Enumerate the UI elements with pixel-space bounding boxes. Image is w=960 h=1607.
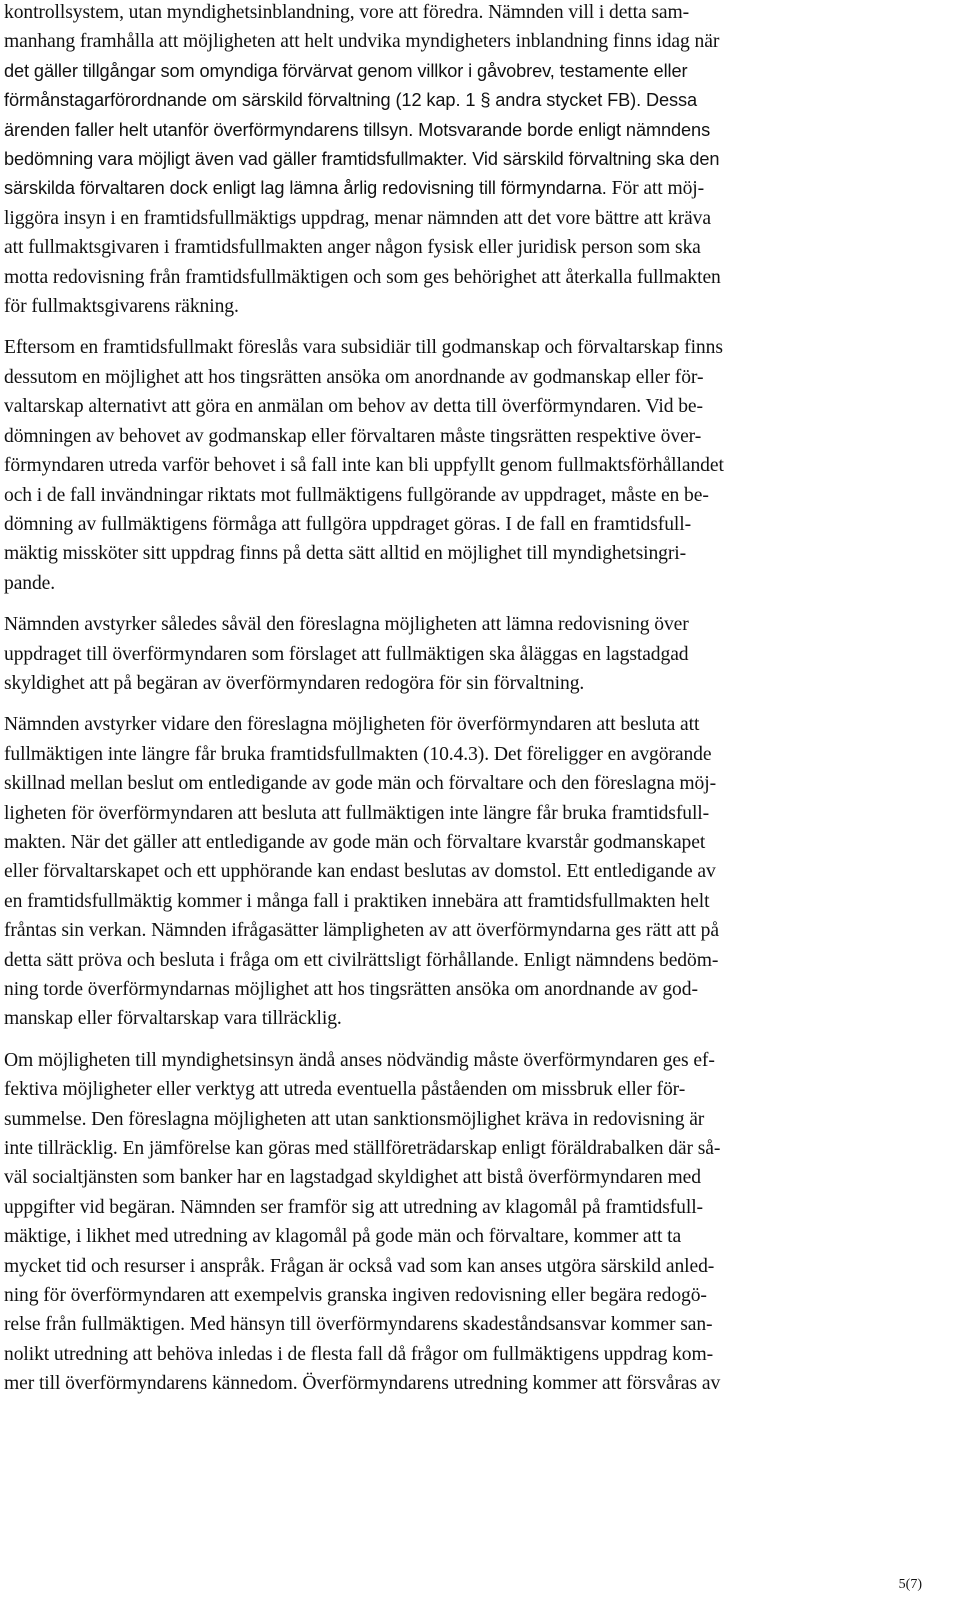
text-line (4, 116, 936, 145)
text-segment: väl socialtjänsten som banker har en lagstadgad skyldighet att bistå överförmyndaren med (4, 1167, 701, 1189)
text-line (4, 57, 936, 86)
text-line (4, 916, 936, 945)
text-line (4, 451, 936, 480)
text-line (4, 1004, 936, 1033)
text-segment: och i de fall invändningar riktats mot fullmäktigens fullgörande av uppdraget, måste en be- (4, 484, 709, 506)
text-line (4, 1075, 936, 1104)
text-segment: skillnad mellan beslut om entledigande av gode män och förvaltare och den föreslagna möj- (4, 773, 717, 795)
text-line (4, 887, 936, 916)
text-line (4, 1340, 936, 1369)
text-line (4, 263, 936, 292)
text-segment: förmånstagarförordnande om särskild förvaltning (12 kap. 1 § andra stycket FB). Dessa (4, 90, 698, 111)
text-line (4, 975, 936, 1004)
text-line (4, 799, 936, 828)
text-segment: motta redovisning från framtidsfullmäktigen och som ges behörighet att återkalla fullmakten (4, 266, 721, 288)
text-segment: skyldighet att på begäran av överförmyndaren redogöra för sin förvaltning. (4, 672, 585, 694)
text-line (4, 669, 936, 698)
text-line (4, 510, 936, 539)
text-segment: Om möjligheten till myndighetsinsyn ändå anses nödvändig måste överförmyndaren ges ef- (4, 1049, 715, 1071)
text-line (4, 1134, 936, 1163)
text-segment: manhang framhålla att möjligheten att helt undvika myndigheters inblandning finns idag när (4, 31, 720, 53)
text-line (4, 86, 936, 115)
text-segment: nolikt utredning att behöva inledas i de flesta fall då frågor om fullmäktigens uppdrag kom- (4, 1343, 714, 1365)
text-line (4, 1163, 936, 1192)
text-segment: dessutom en möjlighet att hos tingsrätten ansöka om anordnande av godmanskap eller för- (4, 366, 704, 388)
text-segment: det gäller tillgångar som omyndiga förvärvat genom villkor i gåvobrev, testamente eller (4, 60, 688, 81)
text-line (4, 769, 936, 798)
text-segment: ning för överförmyndaren att exempelvis granska ingiven redovisning eller begära redogö- (4, 1285, 707, 1307)
paragraph (4, 0, 936, 321)
text-segment: Nämnden avstyrker således såväl den föreslagna möjligheten att lämna redovisning över (4, 614, 689, 636)
text-line (4, 569, 936, 598)
document-body (4, 0, 936, 1411)
text-segment: eller förvaltarskapet och ett upphörande kan endast beslutas av domstol. Ett entledigande av (4, 861, 716, 883)
text-line (4, 1222, 936, 1251)
text-line (4, 640, 936, 669)
text-segment: uppdraget till överförmyndaren som förslaget att fullmäktigen ska åläggas en lagstadgad (4, 643, 689, 665)
text-segment: fullmäktigen inte längre får bruka framtidsfullmakten (10.4.3). Det föreligger en avgörande (4, 743, 712, 765)
text-line (4, 1046, 936, 1075)
text-line (4, 1281, 936, 1310)
text-segment: liggöra insyn i en framtidsfullmäktigs uppdrag, menar nämnden att det vore bättre att kräva (4, 207, 711, 229)
text-line (4, 857, 936, 886)
text-line (4, 174, 936, 203)
text-segment: ärenden faller helt utanför överförmyndarens tillsyn. Motsvarande borde enligt nämndens (4, 119, 711, 140)
text-line (4, 1105, 936, 1134)
text-segment: valtarskap alternativt att göra en anmälan om behov av detta till överförmyndaren. Vid be- (4, 396, 703, 418)
text-segment: summelse. Den föreslagna möjligheten att utan sanktionsmöjlighet kräva in redovisning är (4, 1108, 705, 1130)
text-line (4, 422, 936, 451)
text-segment: relse från fullmäktigen. Med hänsyn till överförmyndarens skadeståndsansvar kommer san- (4, 1314, 713, 1336)
text-segment: dömningen av behovet av godmanskap eller förvaltaren måste tingsrätten respektive över- (4, 425, 702, 447)
text-segment: inte tillräcklig. En jämförelse kan göras med ställföreträdarskap enligt föräldrabalken där så- (4, 1138, 721, 1160)
text-segment: ligheten för överförmyndaren att besluta att fullmäktigen inte längre får bruka framtidsfull- (4, 802, 710, 824)
text-segment: makten. När det gäller att entledigande av gode män och förvaltare kvarstår godmanskapet (4, 831, 706, 853)
text-segment: ning torde överförmyndarnas möjlighet att hos tingsrätten ansöka om anordnande av god- (4, 979, 698, 1000)
text-segment: kontrollsystem, utan myndighetsinblandning, vore att föredra. Nämnden vill i detta sam- (4, 2, 690, 23)
text-segment: mäktige, i likhet med utredning av klagomål på gode män och förvaltare, kommer att ta (4, 1226, 682, 1248)
text-line (4, 204, 936, 233)
text-line (4, 145, 936, 174)
text-line (4, 740, 936, 769)
text-line (4, 1310, 936, 1339)
text-segment: fråntas sin verkan. Nämnden ifrågasätter lämpligheten av att överförmyndarna ges rätt att på (4, 920, 719, 942)
text-line (4, 1193, 936, 1222)
text-segment: För att möj- (611, 178, 705, 200)
text-segment: särskilda förvaltaren dock enligt lag lämna årlig redovisning till förmyndarna. (4, 178, 612, 199)
text-segment: bedömning vara möjligt även vad gäller framtidsfullmakter. Vid särskild förvaltning ska den (4, 149, 720, 170)
paragraph (4, 610, 936, 698)
text-segment: en framtidsfullmäktig kommer i många fall i praktiken innebära att framtidsfullmakten helt (4, 890, 710, 912)
text-line (4, 828, 936, 857)
text-segment: fektiva möjligheter eller verktyg att utreda eventuella påståenden om missbruk eller för- (4, 1079, 686, 1101)
page-number: 5(7) (898, 1577, 922, 1592)
text-segment: mycket tid och resurser i anspråk. Frågan är också vad som kan anses utgöra särskild anled- (4, 1255, 715, 1277)
paragraph (4, 710, 936, 1033)
text-segment: detta sätt pröva och besluta i fråga om ett civilrättsligt förhållande. Enligt nämndens bedöm- (4, 949, 719, 971)
text-line (4, 392, 936, 421)
text-segment: pande. (4, 572, 56, 594)
text-segment: att fullmaktsgivaren i framtidsfullmakten anger någon fysisk eller juridisk person som ska (4, 237, 701, 259)
text-line (4, 539, 936, 568)
paragraph (4, 1046, 936, 1399)
text-line (4, 946, 936, 975)
text-line (4, 1369, 936, 1398)
text-segment: manskap eller förvaltarskap vara tillräcklig. (4, 1008, 342, 1030)
text-line (4, 292, 936, 321)
text-line (4, 710, 936, 739)
text-segment: förmyndaren utreda varför behovet i så fall inte kan bli uppfyllt genom fullmaktsförhållandet (4, 455, 724, 477)
text-segment: för fullmaktsgivarens räkning. (4, 296, 239, 318)
text-line (4, 333, 936, 362)
paragraph (4, 333, 936, 598)
text-line (4, 610, 936, 639)
text-line (4, 1252, 936, 1281)
text-line (4, 233, 936, 262)
text-segment: Nämnden avstyrker vidare den föreslagna möjligheten för överförmyndaren att besluta att (4, 714, 700, 736)
text-line (4, 27, 936, 56)
text-segment: Eftersom en framtidsfullmakt föreslås vara subsidiär till godmanskap och förvaltarskap finns (4, 337, 723, 359)
text-segment: uppgifter vid begäran. Nämnden ser framför sig att utredning av klagomål på framtidsfull- (4, 1196, 703, 1218)
text-line (4, 481, 936, 510)
text-line (4, 363, 936, 392)
text-segment: mäktig missköter sitt uppdrag finns på detta sätt alltid en möjlighet till myndighetsingri- (4, 543, 687, 565)
text-line (4, 0, 936, 27)
text-segment: mer till överförmyndarens kännedom. Överförmyndarens utredning kommer att försvåras av (4, 1373, 721, 1395)
text-segment: dömning av fullmäktigens förmåga att fullgöra uppdraget göras. I de fall en framtidsfull- (4, 513, 692, 535)
